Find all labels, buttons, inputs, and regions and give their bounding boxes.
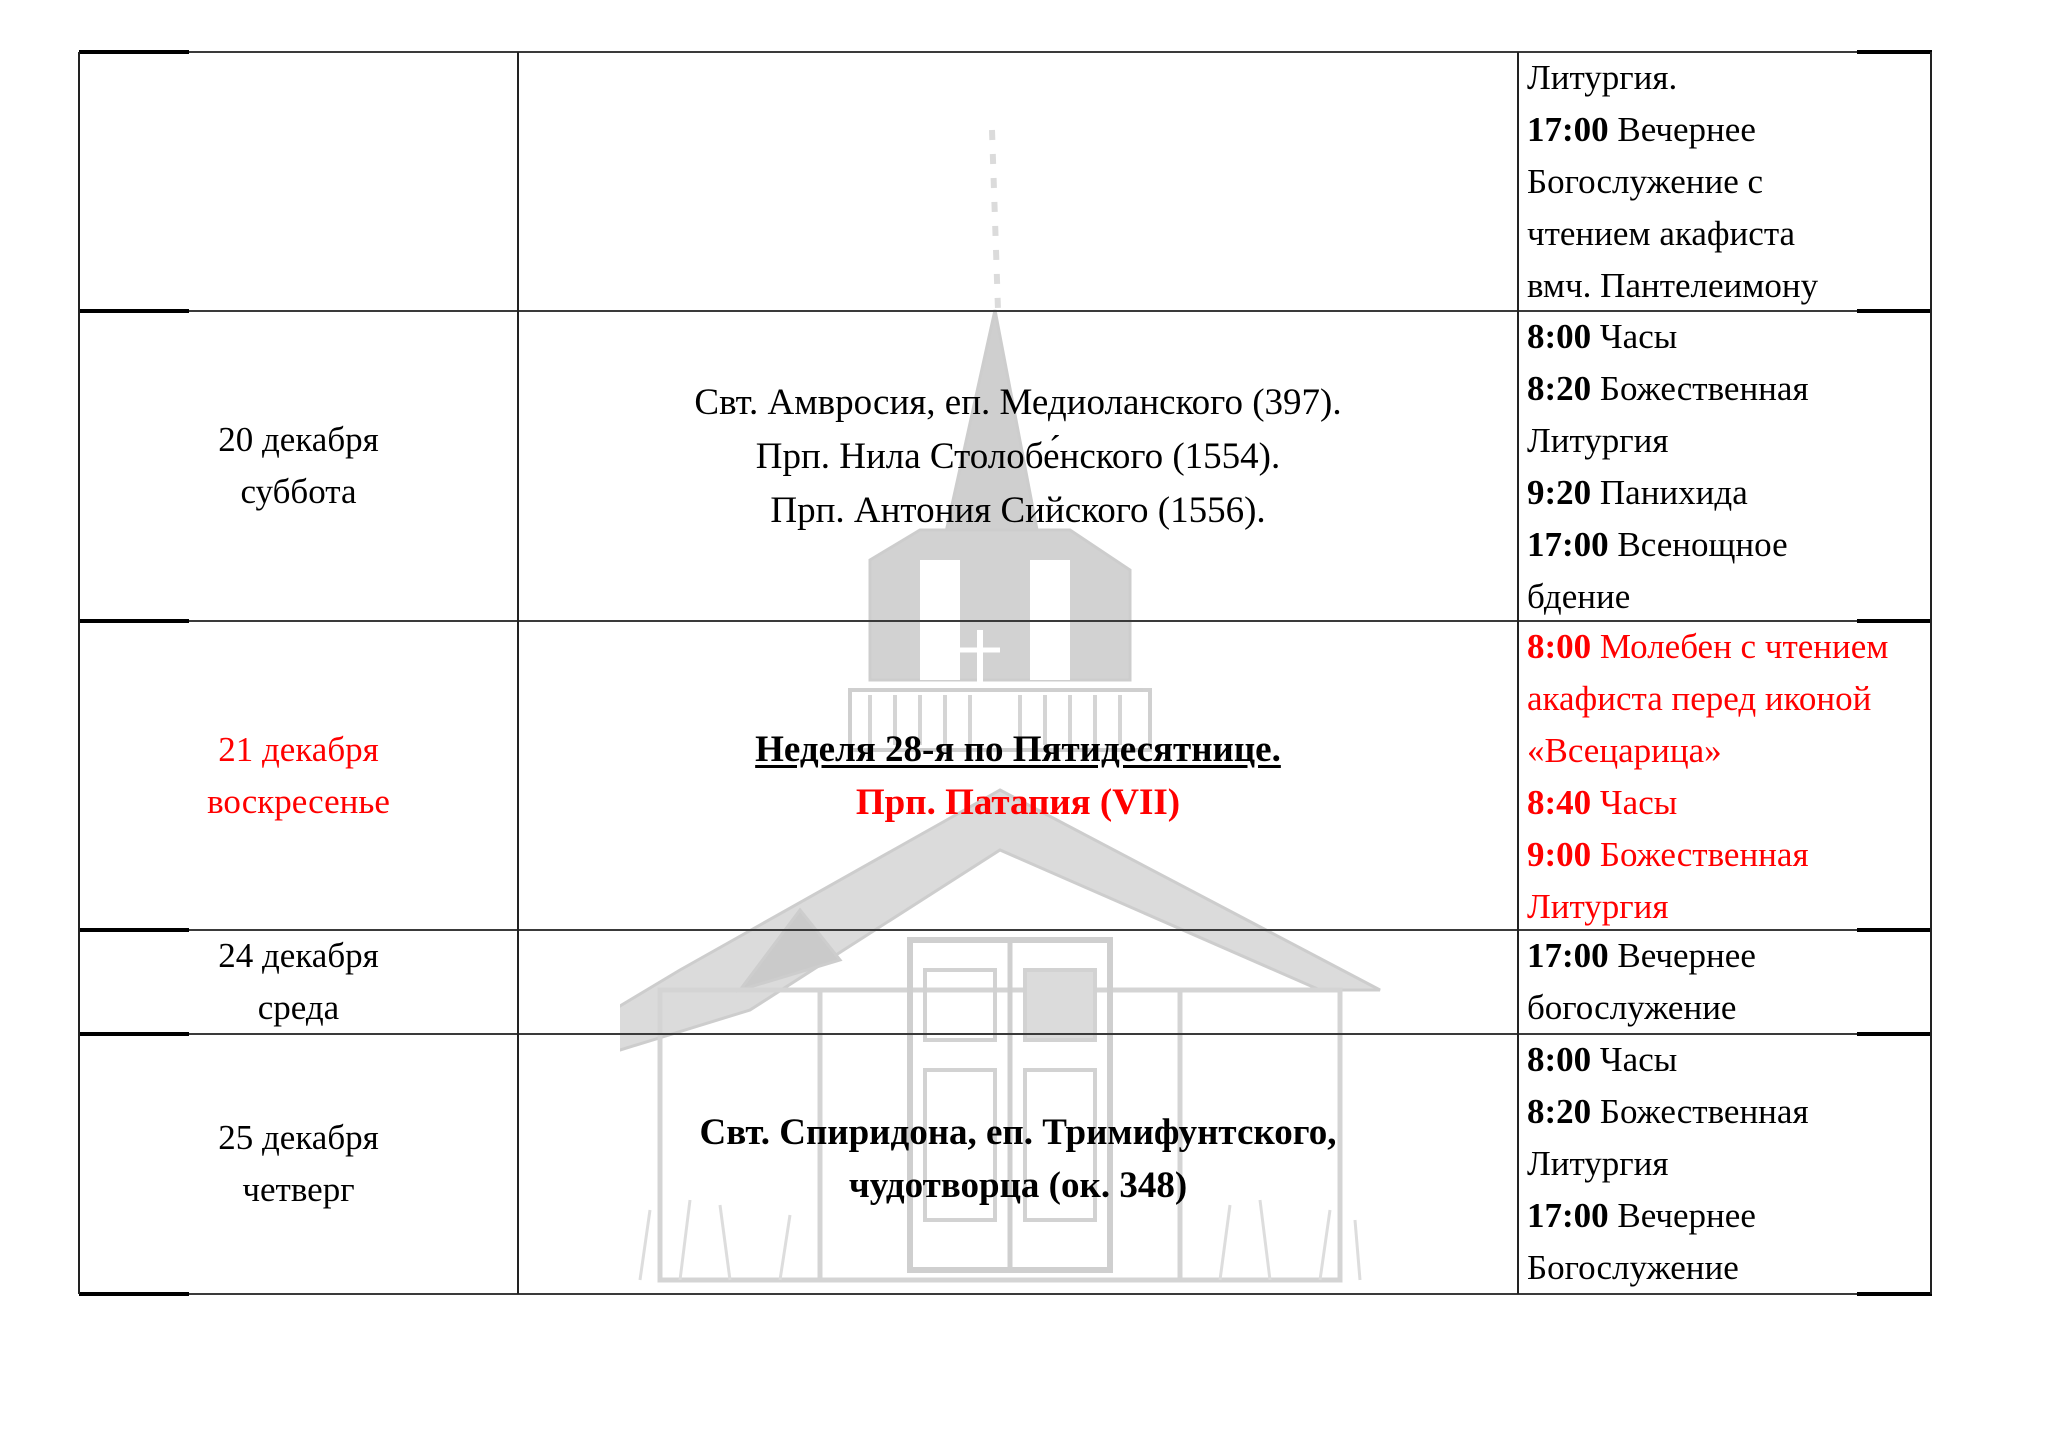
feast-cell [518,621,1518,930]
service-line [1527,260,1932,312]
service-line [1527,673,1932,725]
feast-title: Неделя 28-я по Пятидесятнице. [755,728,1281,770]
service-line [1527,881,1932,933]
feast-line: Прп. Антония Сийского (1556). [770,490,1266,531]
service-time: 8:00 [1527,317,1592,356]
feast-cell [518,1034,1518,1294]
service-time: 17:00 [1527,936,1609,975]
service-line [1527,829,1932,881]
date-cell [79,311,518,621]
service-time: 9:00 [1527,835,1592,874]
service-text: Богослужение с [1527,162,1764,201]
date: 20 декабря [218,420,379,459]
service-text: Божественная [1599,835,1809,874]
service-line [1527,571,1932,623]
weekday: суббота [240,472,357,511]
service-time: 8:20 [1527,369,1592,408]
service-line [1527,1242,1932,1294]
services-cell [1518,52,1932,311]
services-cell [1518,1034,1932,1294]
service-time: 17:00 [1527,1196,1609,1235]
service-text: Часы [1599,783,1678,822]
row-divider [79,1293,1932,1295]
service-time: 8:00 [1527,627,1592,666]
service-text: богослужение [1527,988,1737,1027]
service-line [1527,104,1932,156]
service-text: Часы [1599,317,1678,356]
service-time: 8:20 [1527,1092,1592,1131]
service-text: Молебен с чтением [1599,627,1889,666]
service-text: Литургия. [1527,58,1678,97]
feast-saint: Прп. Патапия (VII) [855,781,1181,823]
column-divider [517,52,519,1294]
column-divider [78,52,80,1294]
service-text: Вечернее [1617,936,1756,975]
services-cell [1518,621,1932,930]
date-cell [79,52,518,311]
service-time: 8:40 [1527,783,1592,822]
service-line [1527,1086,1932,1138]
service-line [1527,930,1932,982]
service-text: Вечернее [1617,1196,1756,1235]
service-text: Богослужение [1527,1248,1739,1287]
feast-line: Свт. Амвросия, еп. Медиоланского (397). [694,382,1342,423]
service-line [1527,311,1932,363]
date-cell [79,621,518,930]
service-text: вмч. Пантелеимону [1527,266,1819,305]
service-text: Часы [1599,1040,1678,1079]
service-text: Божественная [1599,369,1809,408]
service-text: бдение [1527,577,1631,616]
service-text: Божественная [1599,1092,1809,1131]
row-divider [79,620,1932,622]
service-line [1527,208,1932,260]
service-line [1527,52,1932,104]
table-row [79,930,1932,1034]
weekday: четверг [242,1170,355,1209]
service-text: Литургия [1527,421,1669,460]
date-cell [79,1034,518,1294]
date: 25 декабря [218,1118,379,1157]
date: 21 декабря [218,729,379,769]
schedule-table [79,52,1932,1294]
service-time: 17:00 [1527,110,1609,149]
service-line [1527,982,1932,1034]
service-line [1527,621,1932,673]
service-time: 9:20 [1527,473,1592,512]
service-line [1527,363,1932,415]
table-row [79,621,1932,930]
table-row [79,311,1932,621]
service-text: «Всецарица» [1527,731,1722,770]
services-cell [1518,930,1932,1034]
service-line [1527,1190,1932,1242]
service-text: Вечернее [1617,110,1756,149]
service-text: Литургия [1527,1144,1669,1183]
feast-line: Свт. Спиридона, еп. Тримифунтского, [699,1112,1337,1153]
service-time: 8:00 [1527,1040,1592,1079]
feast-cell [518,311,1518,621]
row-divider [79,51,1932,53]
feast-cell [518,52,1518,311]
column-divider [1930,52,1932,1294]
date: 24 декабря [218,936,379,975]
services-cell [1518,311,1932,621]
service-line [1527,777,1932,829]
service-line [1527,1034,1932,1086]
service-text: Всенощное [1617,525,1788,564]
service-text: акафиста перед иконой [1527,679,1872,718]
service-line [1527,725,1932,777]
service-line [1527,156,1932,208]
weekday: среда [257,988,340,1027]
row-divider [79,310,1932,312]
table-row [79,52,1932,311]
column-divider [1517,52,1519,1294]
service-line [1527,415,1932,467]
feast-line: чудотворца (ок. 348) [848,1165,1188,1206]
feast-line: Прп. Нила Столобе́нского (1554). [755,436,1281,477]
date-cell [79,930,518,1034]
service-text: Панихида [1599,473,1748,512]
row-divider [79,929,1932,931]
feast-cell [518,930,1518,1034]
weekday: воскресенье [207,781,390,821]
service-text: чтением акафиста [1527,214,1796,253]
service-time: 17:00 [1527,525,1609,564]
service-line [1527,519,1932,571]
table-row [79,1034,1932,1294]
service-line [1527,467,1932,519]
service-text: Литургия [1527,887,1669,926]
row-divider [79,1033,1932,1035]
service-line [1527,1138,1932,1190]
